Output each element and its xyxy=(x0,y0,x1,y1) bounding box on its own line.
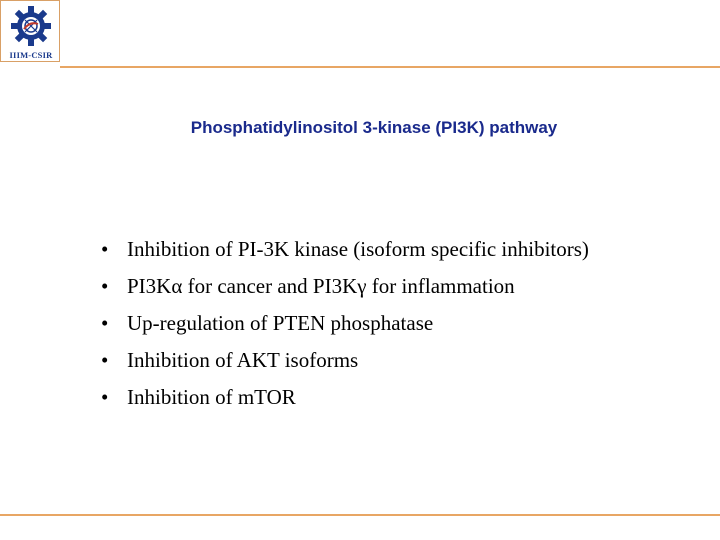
bullet-marker: • xyxy=(101,348,109,372)
slide-title: Phosphatidylinositol 3-kinase (PI3K) pathway xyxy=(190,118,558,137)
bullet-text: Inhibition of AKT isoforms xyxy=(127,348,359,372)
bullet-item xyxy=(101,380,589,417)
logo-text: IIIM-CSIR xyxy=(9,50,53,60)
bullet-text: PI3Kα for cancer and PI3Kγ for inflammation xyxy=(127,274,515,298)
header-divider xyxy=(60,66,720,68)
bullet-text: Up-regulation of PTEN phosphatase xyxy=(127,311,434,335)
bullet-marker: • xyxy=(101,274,109,298)
bullet-marker: • xyxy=(101,385,109,409)
logo xyxy=(0,0,60,62)
footer-divider xyxy=(0,514,720,516)
bullet-marker: • xyxy=(101,311,109,335)
bullet-item xyxy=(101,232,589,269)
bullet-text: Inhibition of PI-3K kinase (isoform specific inhibitors) xyxy=(127,237,589,261)
bullet-text: Inhibition of mTOR xyxy=(127,385,296,409)
bullet-item xyxy=(101,306,589,343)
bullet-item xyxy=(101,269,589,306)
bullet-list xyxy=(101,232,589,417)
gear-emblem-icon xyxy=(8,3,54,49)
bullet-item xyxy=(101,343,589,380)
bullet-marker: • xyxy=(101,237,109,261)
